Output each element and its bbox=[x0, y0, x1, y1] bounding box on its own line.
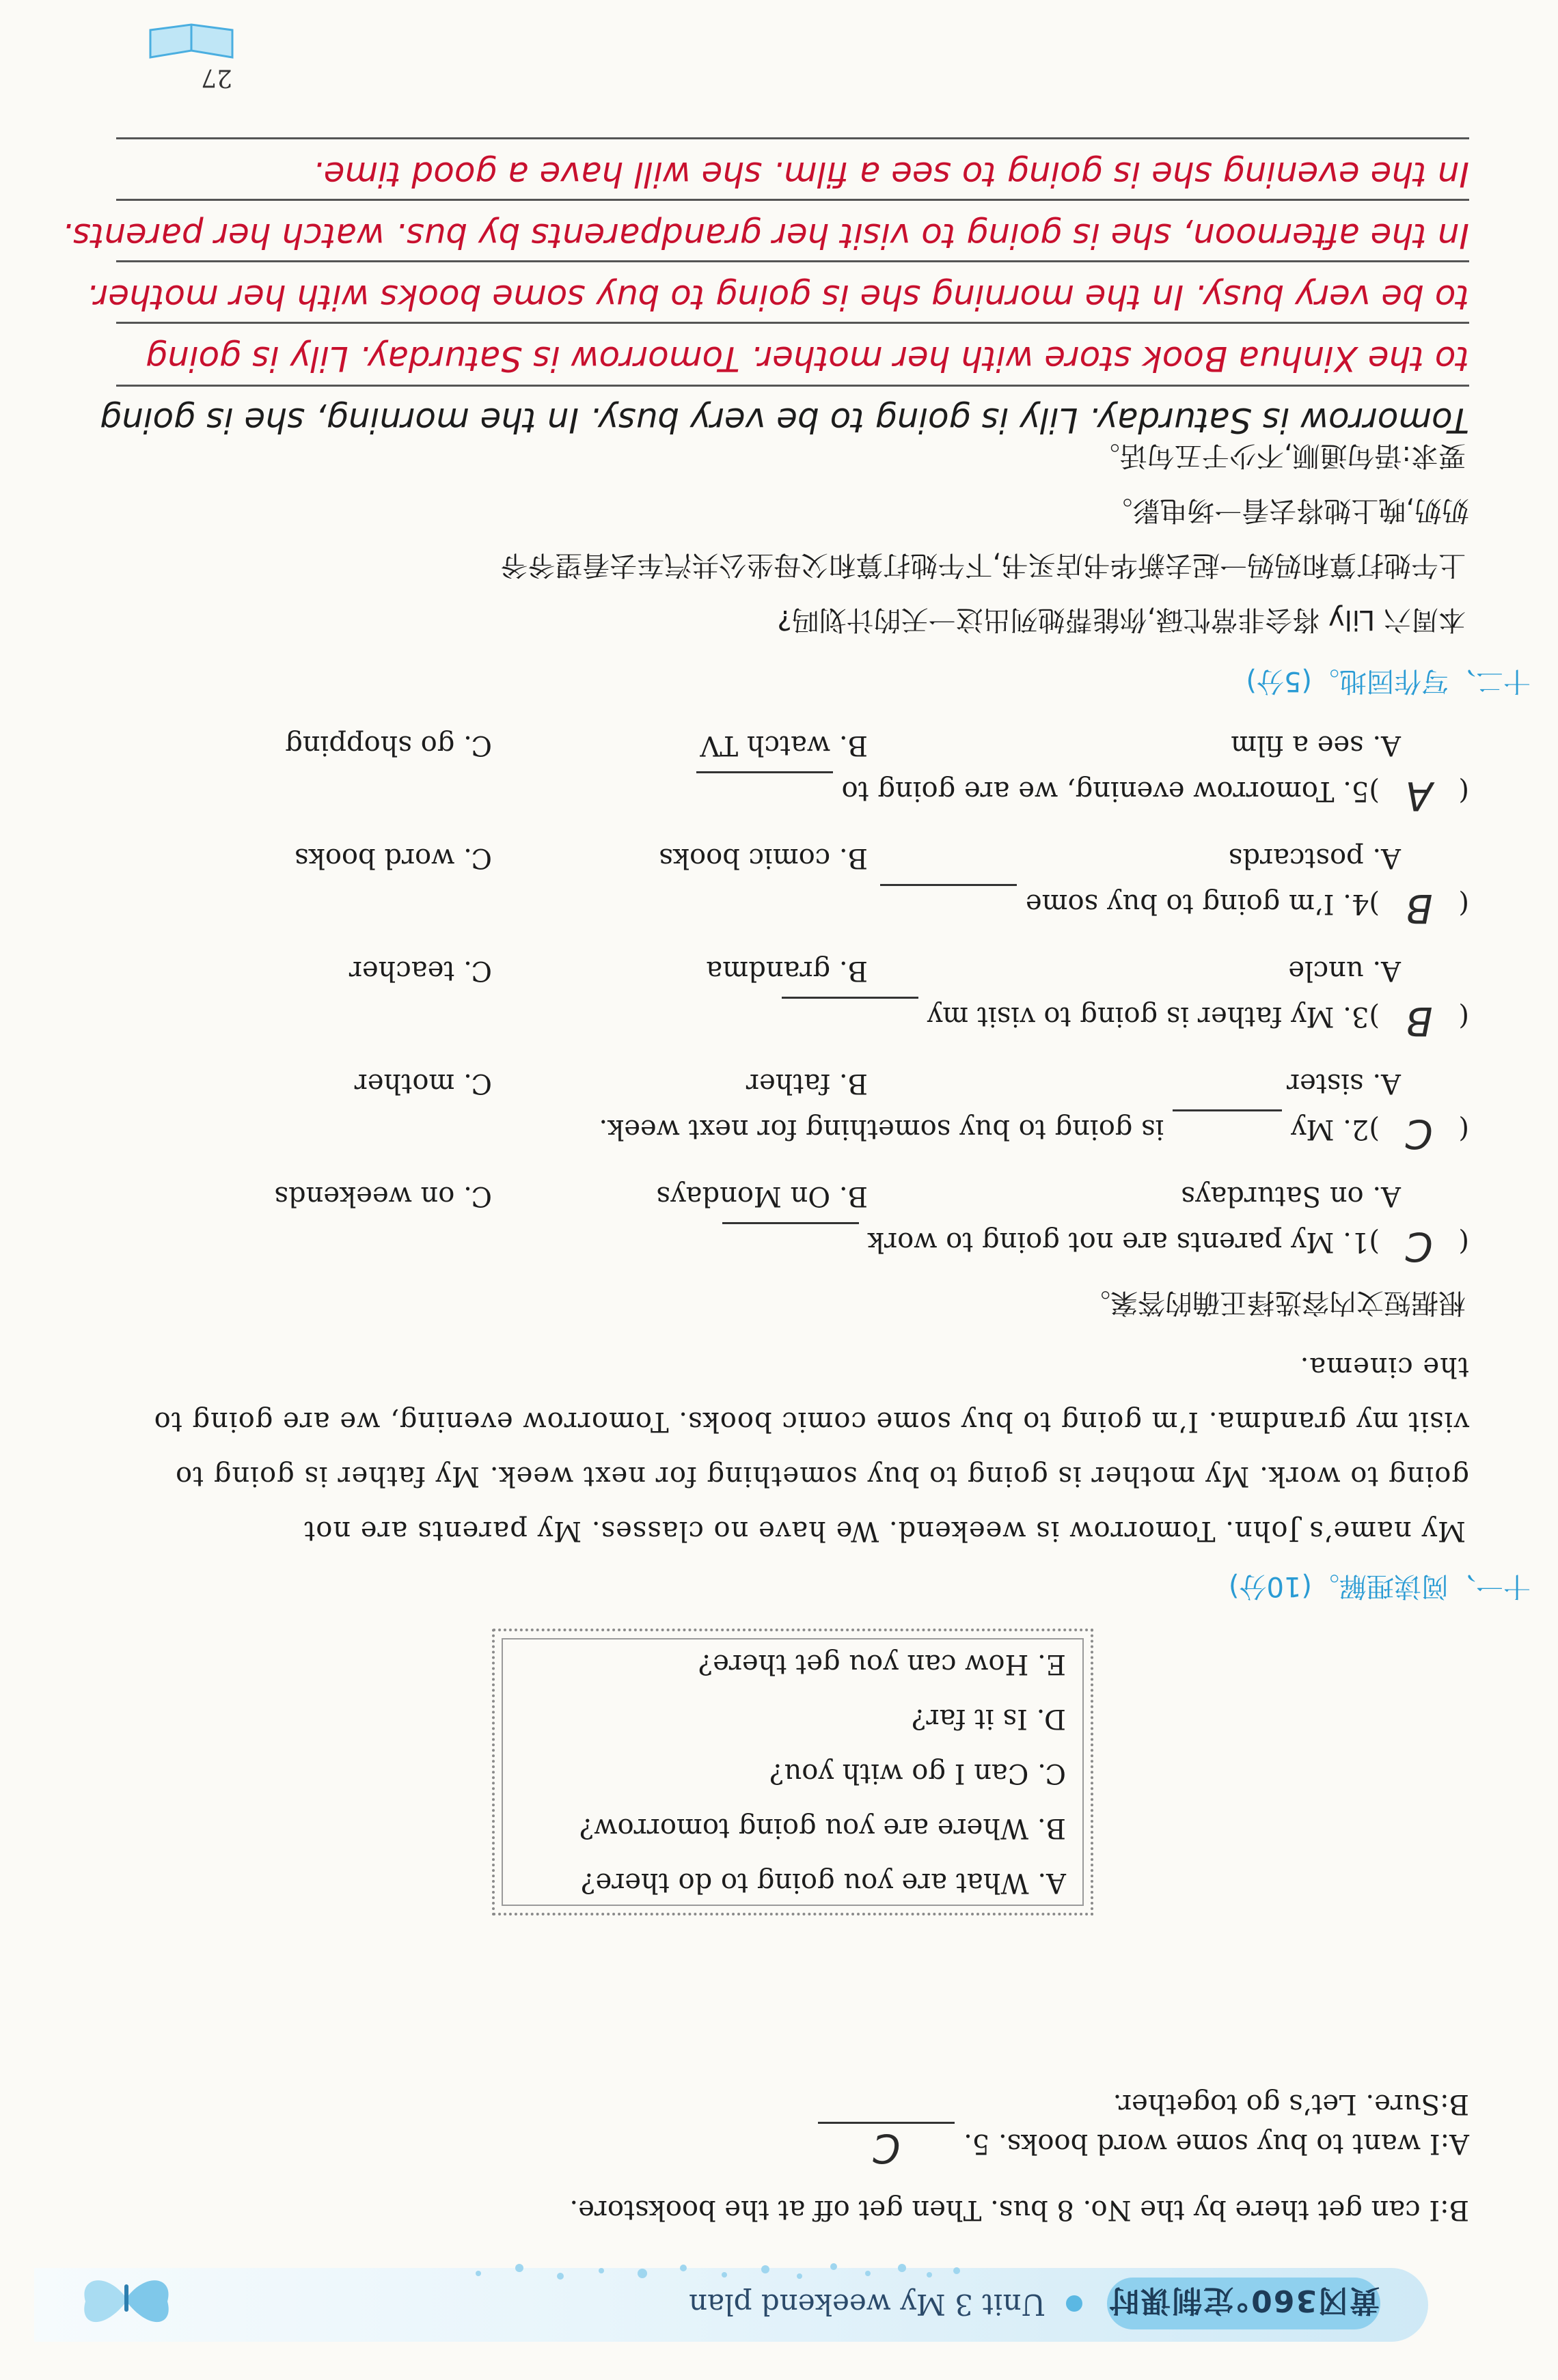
ruled-line bbox=[116, 137, 1469, 139]
paren-open: ( bbox=[1458, 1226, 1469, 1258]
handwritten-line: Tomorrow is Saturday. Lily is going to be very busy. In the morning, she is going bbox=[100, 400, 1469, 440]
question-stem: )3. My father is going to visit my bbox=[927, 1001, 1380, 1032]
ruled-line bbox=[116, 199, 1469, 201]
dialogue-line bbox=[818, 2122, 1469, 2172]
option-b: B. watch TV bbox=[700, 730, 868, 761]
question-stem: is going to buy something for next week. bbox=[599, 1113, 1164, 1145]
handwritten-answer: C bbox=[818, 2122, 955, 2172]
question-5 bbox=[696, 771, 1469, 819]
option-a: A. sister bbox=[1286, 1068, 1401, 1099]
question-stem: )5. Tomorrow evening, we are going to bbox=[841, 775, 1380, 807]
writing-prompt-line: 奶奶,晚上她将去看一场电影。 bbox=[1105, 495, 1469, 526]
answer-blank bbox=[880, 884, 1017, 909]
option-b: B. On Mondays bbox=[656, 1180, 868, 1212]
question-3 bbox=[782, 997, 1469, 1044]
reading-instruction: 根据短文内容选择正确的答案。 bbox=[1083, 1287, 1466, 1318]
ruled-line bbox=[116, 385, 1469, 387]
passage-line: visit my grandma. I’m going to buy some comic books. Tomorrow evening, we are going to bbox=[153, 1406, 1469, 1437]
ruled-line bbox=[116, 322, 1469, 324]
ruled-line bbox=[116, 260, 1469, 262]
dialogue-line: B:Sure. Let’s go together. bbox=[1112, 2088, 1469, 2120]
writing-prompt-line: 要求:语句通顺,不少于五句话。 bbox=[1092, 440, 1466, 471]
passage-line: My name’s John. Tomorrow is weekend. We have no classes. My parents are not bbox=[303, 1515, 1466, 1547]
brand-title: 黄冈360°定制课时 bbox=[1107, 2278, 1380, 2329]
open-book-icon bbox=[144, 23, 239, 64]
option-c: C. go shopping bbox=[285, 730, 492, 761]
option-b: B. father bbox=[746, 1068, 868, 1099]
option-a: A. postcards bbox=[1228, 842, 1401, 874]
writing-prompt-line: 本周六 Lily 将会非常忙碌,你能帮她列出这一天的计划吗? bbox=[777, 604, 1466, 635]
answer-blank bbox=[696, 771, 833, 797]
paren-open: ( bbox=[1458, 1001, 1469, 1032]
choice-option: B. Where are you going tomorrow? bbox=[579, 1812, 1066, 1844]
option-c: C. on weekends bbox=[274, 1180, 492, 1212]
handwritten-answer: B bbox=[1405, 998, 1433, 1044]
question-1 bbox=[722, 1222, 1469, 1270]
choice-option: A. What are you going to do there? bbox=[581, 1867, 1066, 1898]
handwritten-answer: C bbox=[1405, 1111, 1433, 1157]
answer-blank bbox=[722, 1222, 859, 1247]
dialogue-text: A:I want to buy some word books. 5. bbox=[964, 2128, 1469, 2159]
handwritten-line: to be very busy. In the morning she is going to buy some books with her mother. bbox=[86, 277, 1469, 317]
writing-prompt-line: 上午她打算和妈妈一起去新华书店买书,下午她打算和父母坐公共汽车去看望爷爷 bbox=[500, 549, 1466, 581]
unit-title: Unit 3 My weekend plan bbox=[689, 2288, 1046, 2321]
option-c: C. mother bbox=[354, 1068, 492, 1099]
handwritten-answer: B bbox=[1405, 885, 1433, 932]
paren-open: ( bbox=[1458, 1113, 1469, 1145]
question-4 bbox=[880, 884, 1469, 932]
option-a: A. uncle bbox=[1288, 955, 1401, 986]
question-stem: )2. My bbox=[1290, 1113, 1380, 1145]
option-c: C. word books bbox=[295, 842, 492, 874]
section-title-writing: 十二、写作园地。(5分) bbox=[1246, 665, 1531, 697]
handwritten-line: In the evening she is going to see a film. she will have a good time. bbox=[312, 154, 1469, 194]
option-a: A. on Saturdays bbox=[1181, 1180, 1401, 1212]
question-stem: )4. I’m going to buy some bbox=[1025, 888, 1380, 919]
dialogue-line: B:I can get there by the No. 8 bus. Then get off at the bookstore. bbox=[569, 2194, 1469, 2226]
header-dot bbox=[1066, 2295, 1082, 2312]
paren-open: ( bbox=[1458, 888, 1469, 919]
page-number: 27 bbox=[201, 64, 232, 92]
dots-decoration-icon bbox=[437, 2250, 970, 2291]
handwritten-line: to the Xinhua Book store with her mother. Tomorrow is Saturday. Lily is going bbox=[146, 339, 1469, 378]
handwritten-answer: C bbox=[1405, 1223, 1433, 1270]
answer-blank bbox=[782, 997, 918, 1022]
option-c: C. teacher bbox=[348, 955, 492, 986]
choice-option: D. Is it far? bbox=[912, 1703, 1066, 1734]
choice-option: C. Can I go with you? bbox=[769, 1758, 1066, 1789]
answer-blank bbox=[1173, 1109, 1282, 1135]
option-b: B. grandma bbox=[706, 955, 868, 986]
option-b: B. comic books bbox=[659, 842, 868, 874]
option-a: A. see a film bbox=[1231, 730, 1401, 761]
question-stem: )1. My parents are not going to work bbox=[867, 1226, 1380, 1258]
handwritten-answer: A bbox=[1405, 773, 1433, 819]
question-2 bbox=[599, 1109, 1469, 1157]
passage-line: going to work. My mother is going to buy something for next week. My father is going to bbox=[174, 1461, 1469, 1492]
choice-option: E. How can you get there? bbox=[698, 1648, 1066, 1680]
section-title-reading: 十一、阅读理解。(10分) bbox=[1228, 1570, 1531, 1602]
passage-line: the cinema. bbox=[1299, 1351, 1469, 1383]
butterfly-icon bbox=[75, 2264, 178, 2339]
handwritten-line: In the afternoon, she is going to visit her grandparents by bus. watch her parents. bbox=[62, 216, 1469, 255]
paren-open: ( bbox=[1458, 775, 1469, 807]
